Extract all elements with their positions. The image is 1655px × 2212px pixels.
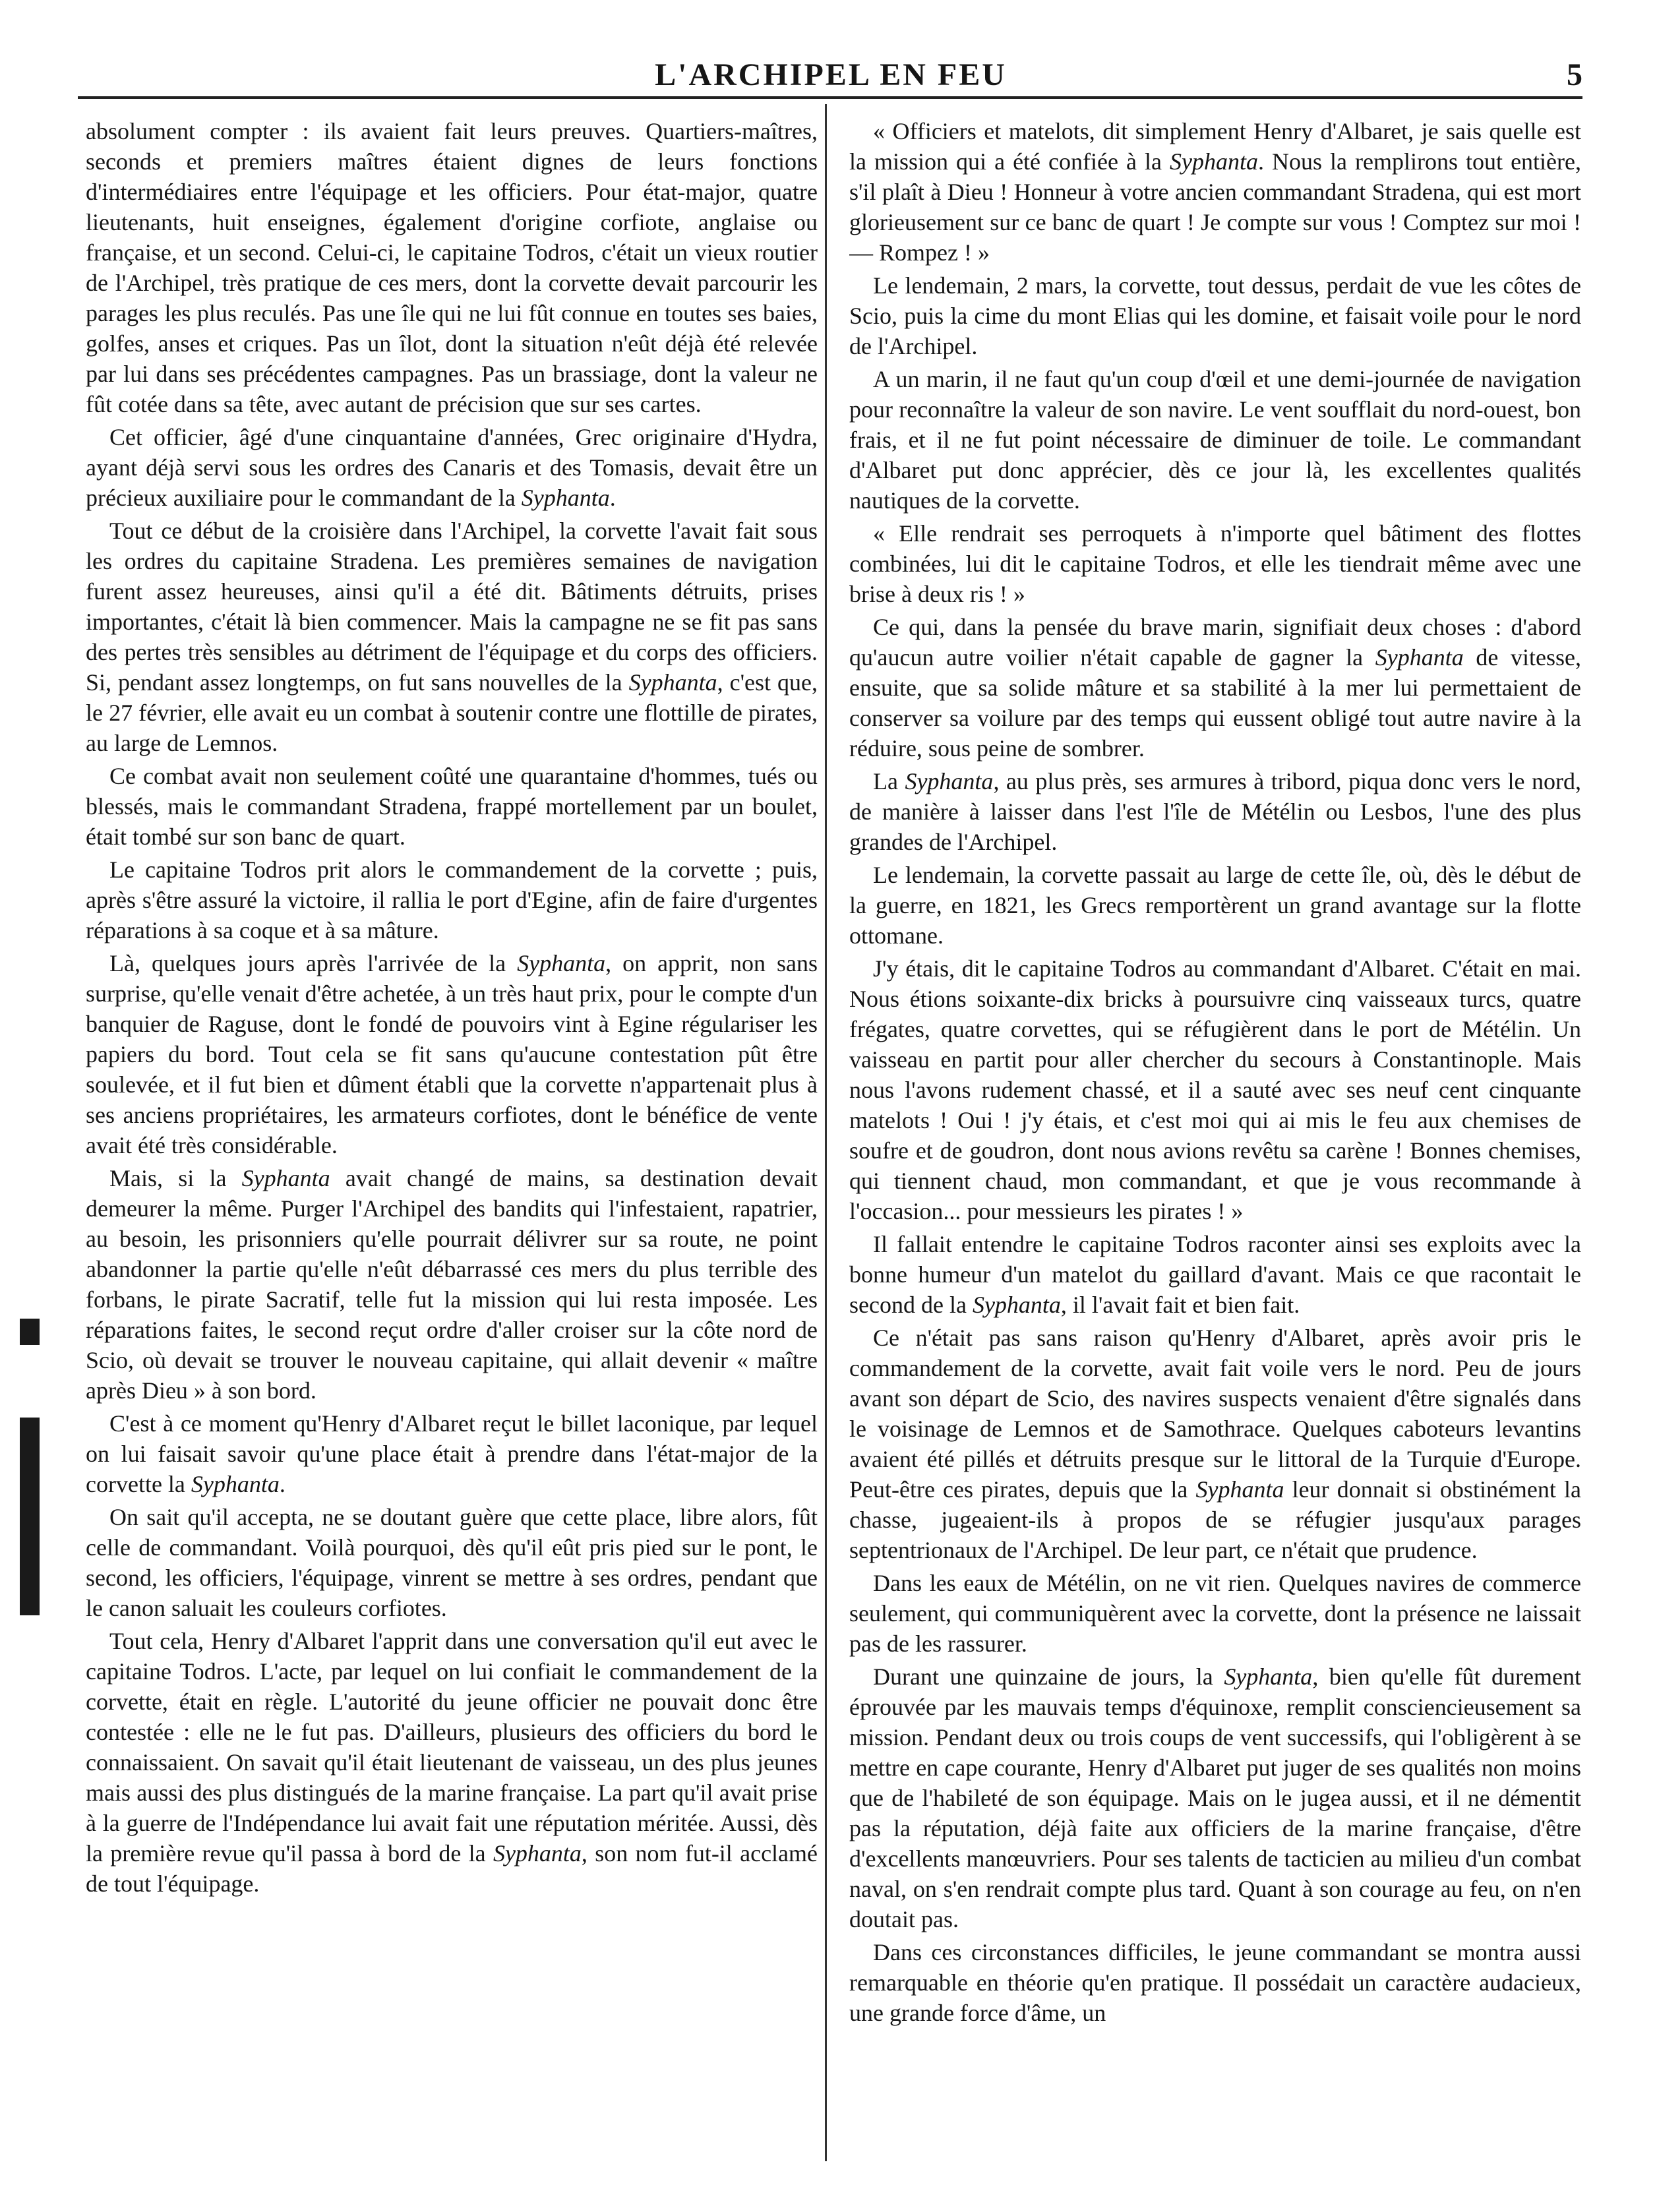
paragraph: Ce n'était pas sans raison qu'Henry d'Albaret, après avoir pris le commandement de la corvette, avait fait voile vers le nord. Peu de jours avant son départ de Scio, des navires suspects venaient d'être signalés dans le voisinage de Lemnos et de Samothrace. Quelques caboteurs levantins avaient été pillés et détruits presque sur le littoral de la Turquie d'Europe. Peut-être ces pirates, depuis que la Syphanta leur donnait si obstinément la chasse, jugeaient-ils à propos de se réfugier jusqu'aux parages septentrionaux de l'Archipel. De leur part, ce n'était que prudence.	[849, 1325, 1581, 1563]
paragraph: A un marin, il ne faut qu'un coup d'œil et une demi-journée de navigation pour reconnaître la valeur de son navire. Le vent soufflait du nord-ouest, bon frais, et il ne fut point nécessaire de diminuer de toile. Le commandant d'Albaret put donc apprécier, dès ce jour là, les excellentes qualités nautiques de la corvette.	[849, 366, 1581, 514]
paragraph: Dans ces circonstances difficiles, le jeune commandant se montra aussi remarquable en théorie qu'en pratique. Il possédait un caractère audacieux, une grande force d'âme, un	[849, 1939, 1581, 2026]
paragraph: C'est à ce moment qu'Henry d'Albaret reçut le billet laconique, par lequel on lui faisait savoir qu'une place était à prendre dans l'état-major de la corvette la Syphanta.	[86, 1410, 818, 1497]
paragraph: « Elle rendrait ses perroquets à n'importe quel bâtiment des flottes combinées, lui dit le capitaine Todros, et elle les tiendrait même avec une brise à deux ris ! »	[849, 520, 1581, 607]
paragraph: Cet officier, âgé d'une cinquantaine d'années, Grec originaire d'Hydra, ayant déjà servi sous les ordres des Canaris et des Tomasis, devait être un précieux auxiliaire pour le commandant de la Syphanta.	[86, 424, 818, 511]
paragraph: Ce combat avait non seulement coûté une quarantaine d'hommes, tués ou blessés, mais le commandant Stradena, frappé mortellement par un boulet, était tombé sur son banc de quart.	[86, 763, 818, 850]
paragraph: On sait qu'il accepta, ne se doutant guère que cette place, libre alors, fût celle de commandant. Voilà pourquoi, dès qu'il eût pris pied sur le pont, le second, les officiers, l'équipage, vinrent se mettre à ses ordres, pendant que le canon saluait les couleurs corfiotes.	[86, 1504, 818, 1621]
ship-name: Syphanta	[241, 1165, 330, 1191]
right-column	[849, 116, 1581, 2173]
paragraph: Mais, si la Syphanta avait changé de mains, sa destination devait demeurer la même. Purger l'Archipel des bandits qui l'infestaient, rapatrier, au besoin, les prisonniers qu'elle pourrait délivrer sur sa route, ne point abandonner la partie qu'elle n'eût débarrassé ces mers du plus terrible des forbans, le pirate Sacratif, telle fut la mission qui lui resta imposée. Les réparations faites, le second reçut ordre d'aller croiser sur la côte nord de Scio, où devait se trouver le nouveau capitaine, qui allait devenir « maître après Dieu » à son bord.	[86, 1165, 818, 1404]
ship-name: Syphanta	[905, 768, 994, 794]
paragraph: Là, quelques jours après l'arrivée de la Syphanta, on apprit, non sans surprise, qu'elle venait d'être achetée, à un très haut prix, pour le compte d'un banquier de Raguse, dont le fondé de pouvoirs vint à Egine régulariser les papiers du bord. Tout cela se fit sans qu'aucune contestation pût être soulevée, et il fut bien et dûment établi que la corvette n'appartenait plus à ses anciens propriétaires, les armateurs corfiotes, dont le bénéfice de vente avait été très considérable.	[86, 950, 818, 1158]
ship-name: Syphanta	[628, 669, 717, 696]
page-number: 5	[1567, 57, 1582, 92]
paragraph: Le capitaine Todros prit alors le commandement de la corvette ; puis, après s'être assuré la victoire, il rallia le port d'Egine, afin de faire d'urgentes réparations à sa coque et à sa mâture.	[86, 856, 818, 943]
paragraph: J'y étais, dit le capitaine Todros au commandant d'Albaret. C'était en mai. Nous étions soixante-dix bricks à poursuivre cinq vaisseaux turcs, quatre frégates, quatre corvettes, qui se réfugièrent dans le port de Métélin. Un vaisseau en partit pour aller chercher du secours à Constantinople. Mais nous l'avons rudement chassé, et il a sauté avec ses neuf cent cinquante matelots ! Oui ! j'y étais, et c'est moi qui ai mis le feu aux chemises de soufre et de goudron, dont nous avions revêtu sa carène ! Bonnes chemises, qui tiennent chaud, mon commandant, et que je vous recommande à l'occasion... pour messieurs les pirates ! »	[849, 955, 1581, 1224]
paragraph: La Syphanta, au plus près, ses armures à tribord, piqua donc vers le nord, de manière à laisser dans l'est l'île de Métélin ou Lesbos, l'une des plus grandes de l'Archipel.	[849, 768, 1581, 855]
paragraph: « Officiers et matelots, dit simplement Henry d'Albaret, je sais quelle est la mission qui a été confiée à la Syphanta. Nous la remplirons tout entière, s'il plaît à Dieu ! Honneur à votre ancien commandant Stradena, qui est mort glorieusement sur ce banc de quart ! Je compte sur vous ! Comptez sur moi ! — Rompez ! »	[849, 118, 1581, 266]
paragraph: Durant une quinzaine de jours, la Syphanta, bien qu'elle fût durement éprouvée par les mauvais temps d'équinoxe, remplit consciencieusement sa mission. Pendant deux ou trois coups de vent successifs, qui l'obligèrent à se mettre en cape courante, Henry d'Albaret put juger de ses qualités non moins que de l'habileté de son équipage. Mais on le jugea aussi, et il ne démentit pas la réputation, déjà faite aux officiers de la marine française, d'être d'excellents manœuvriers. Pour ses talents de tacticien au milieu d'un combat naval, on s'en rendrait compte plus tard. Quant à son courage au feu, on n'en doutait pas.	[849, 1663, 1581, 1932]
paragraph: Dans les eaux de Métélin, on ne vit rien. Quelques navires de commerce seulement, qui communiquèrent avec la corvette, dont la présence ne laissait pas de les rassurer.	[849, 1570, 1581, 1657]
paragraph: absolument compter : ils avaient fait leurs preuves. Quartiers-maîtres, seconds et premiers maîtres étaient dignes de leurs fonctions d'intermédiaires entre l'équipage et les officiers. Pour état-major, quatre lieutenants, huit enseignes, également d'origine corfiote, anglaise ou française, et un second. Celui-ci, le capitaine Todros, c'était un vieux routier de l'Archipel, très pratique de ces mers, dont la corvette devait parcourir les parages les plus reculés. Pas une île qui ne lui fût connue en toutes ses baies, golfes, anses et criques. Pas un îlot, dont la situation n'eût déjà été relevée par lui dans ses précédentes campagnes. Pas un brassiage, dont la valeur ne fût cotée dans sa tête, avec autant de précision que sur ses cartes.	[86, 118, 818, 417]
ship-name: Syphanta	[493, 1840, 582, 1867]
ship-name: Syphanta	[521, 485, 610, 511]
paragraph: Ce qui, dans la pensée du brave marin, signifiait deux choses : d'abord qu'aucun autre voilier n'était capable de gagner la Syphanta de vitesse, ensuite, que sa solide mâture et sa stabilité à la mer lui permettaient de conserver sa voilure par des temps qui eussent obligé tout autre navire à la réduire, sous peine de sombrer.	[849, 614, 1581, 762]
left-column	[86, 116, 818, 2173]
column-divider	[825, 104, 827, 2161]
ship-name: Syphanta	[1170, 148, 1258, 175]
paragraph: Le lendemain, la corvette passait au large de cette île, où, dès le début de la guerre, en 1821, les Grecs remportèrent un grand avantage sur la flotte ottomane.	[849, 862, 1581, 949]
ship-name: Syphanta	[191, 1471, 280, 1497]
paragraph: Le lendemain, 2 mars, la corvette, tout dessus, perdait de vue les côtes de Scio, puis la cime du mont Elias qui les domine, et faisait voile pour le nord de l'Archipel.	[849, 272, 1581, 359]
paragraph: Il fallait entendre le capitaine Todros raconter ainsi ses exploits avec la bonne humeur d'un matelot du gaillard d'avant. Mais ce que racontait le second de la Syphanta, il l'avait fait et bien fait.	[849, 1231, 1581, 1318]
margin-ink-mark	[20, 1418, 40, 1615]
paragraph: Tout cela, Henry d'Albaret l'apprit dans une conversation qu'il eut avec le capitaine Todros. L'acte, par lequel on lui confiait le commandement de la corvette, était en règle. L'autorité du jeune officier ne pouvait donc être contestée : elle ne le fut pas. D'ailleurs, plusieurs des officiers du bord le connaissaient. On savait qu'il était lieutenant de vaisseau, un des plus jeunes mais aussi des plus distingués de la marine française. La part qu'il avait prise à la guerre de l'Indépendance lui avait fait une réputation méritée. Aussi, dès la première revue qu'il passa à bord de la Syphanta, son nom fut-il acclamé de tout l'équipage.	[86, 1628, 818, 1897]
ship-name: Syphanta	[517, 950, 606, 976]
ship-name: Syphanta	[1375, 644, 1464, 671]
ship-name: Syphanta	[1224, 1663, 1313, 1690]
running-header	[79, 57, 1582, 109]
running-title: L'ARCHIPEL EN FEU	[655, 57, 1007, 92]
margin-ink-mark	[20, 1319, 40, 1345]
paragraph: Tout ce début de la croisière dans l'Archipel, la corvette l'avait fait sous les ordres du capitaine Stradena. Les premières semaines de navigation furent assez heureuses, ainsi qu'il a été dit. Bâtiments détruits, prises importantes, c'était là bien commencer. Mais la campagne ne se fit pas sans des pertes très sensibles au détriment de l'équipage et du corps des officiers. Si, pendant assez longtemps, on fut sans nouvelles de la Syphanta, c'est que, le 27 février, elle avait eu un combat à soutenir contre une flottille de pirates, au large de Lemnos.	[86, 518, 818, 756]
ship-name: Syphanta	[1195, 1476, 1284, 1503]
ship-name: Syphanta	[972, 1292, 1061, 1318]
header-rule	[78, 96, 1582, 99]
